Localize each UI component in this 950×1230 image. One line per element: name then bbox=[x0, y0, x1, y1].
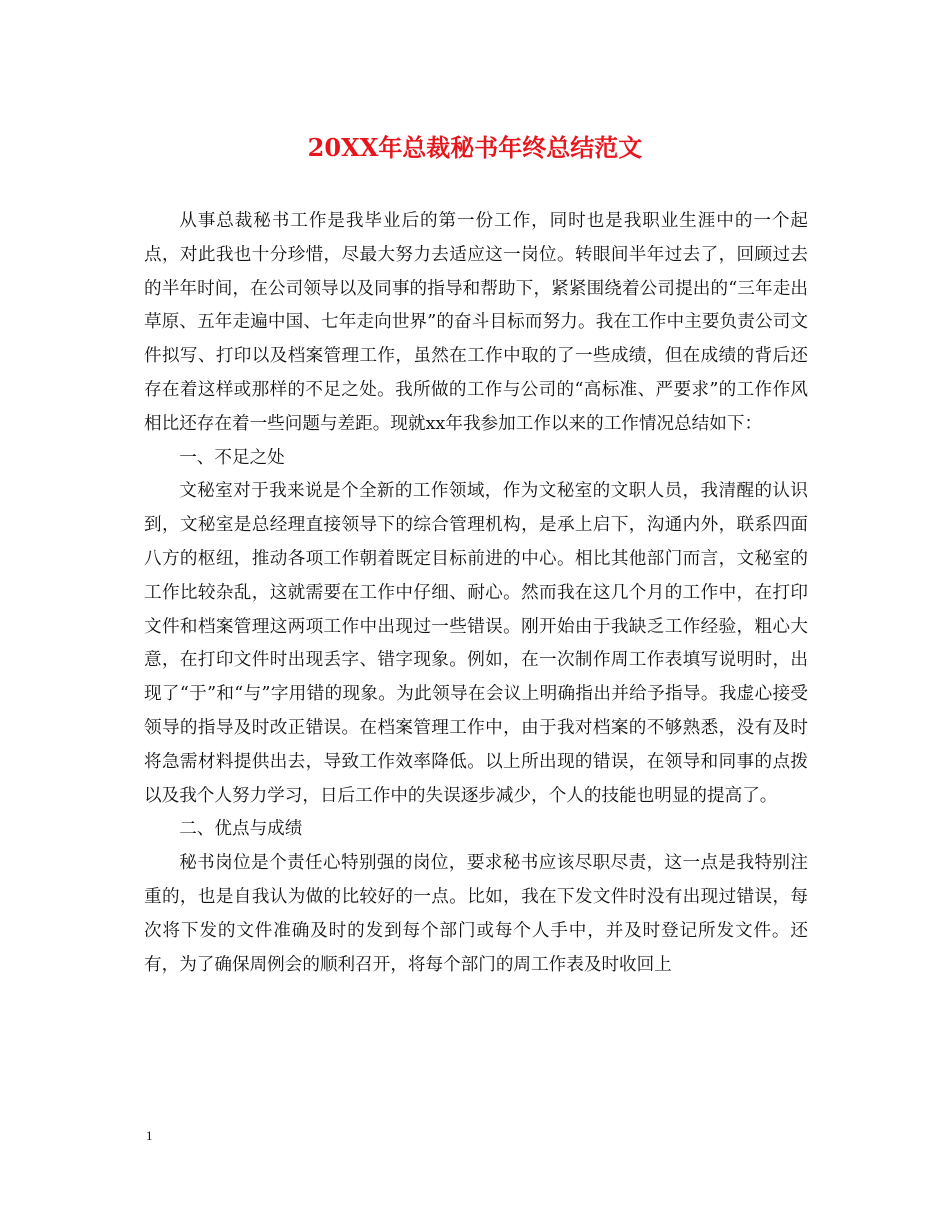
section-heading-strengths: 二、优点与成绩 bbox=[179, 819, 303, 840]
paragraph-strengths: 秘书岗位是个责任心特别强的岗位，要求秘书应该尽职尽责，这一点是我特别注重的，也是自我认为做的比较好的一点。比如，我在下发文件时没有出现过错误，每次将下发的文件准确及时的发到每个部门或每个人手中，并及时登记所发文件。还有，为了确保周例会的顺利召开，将每个部门的周工作表及时收回上 bbox=[144, 853, 808, 975]
document-title: 20XX年总裁秘书年终总结范文 bbox=[307, 133, 643, 162]
document-body bbox=[144, 205, 808, 982]
paragraph-shortcomings: 文秘室对于我来说是个全新的工作领域，作为文秘室的文职人员，我清醒的认识到，文秘室是总经理直接领导下的综合管理机构，是承上启下，沟通内外，联系四面八方的枢纽，推动各项工作朝着既定目标前进的中心。相比其他部门而言，文秘室的工作比较杂乱，这就需要在工作中仔细、耐心。然而我在这几个月的工作中，在打印文件和档案管理这两项工作中出现过一些错误。刚开始由于我缺乏工作经验，粗心大意，在打印文件时出现丢字、错字现象。例如，在一次制作周工作表填写说明时，出现了“于”和“与”字用错的现象。为此领导在会议上明确指出并给予指导。我虚心接受领导的指导及时改正错误。在档案管理工作中，由于我对档案的不够熟悉，没有及时将急需材料提供出去，导致工作效率降低。以上所出现的错误，在领导和同事的点拨以及我个人努力学习，日后工作中的失误逐步减少，个人的技能也明显的提高了。 bbox=[144, 481, 808, 806]
section-heading-shortcomings: 一、不足之处 bbox=[179, 447, 285, 468]
page-number: 1 bbox=[146, 1128, 153, 1143]
paragraph-intro: 从事总裁秘书工作是我毕业后的第一份工作，同时也是我职业生涯中的一个起点，对此我也十分珍惜，尽最大努力去适应这一岗位。转眼间半年过去了，回顾过去的半年时间，在公司领导以及同事的指导和帮助下，紧紧围绕着公司提出的“三年走出草原、五年走遍中国、七年走向世界”的奋斗目标而努力。我在工作中主要负责公司文件拟写、打印以及档案管理工作，虽然在工作中取的了一些成绩，但在成绩的背后还存在着这样或那样的不足之处。我所做的工作与公司的“高标准、严要求”的工作作风相比还存在着一些问题与差距。现就xx年我参加工作以来的工作情况总结如下： bbox=[144, 211, 808, 434]
